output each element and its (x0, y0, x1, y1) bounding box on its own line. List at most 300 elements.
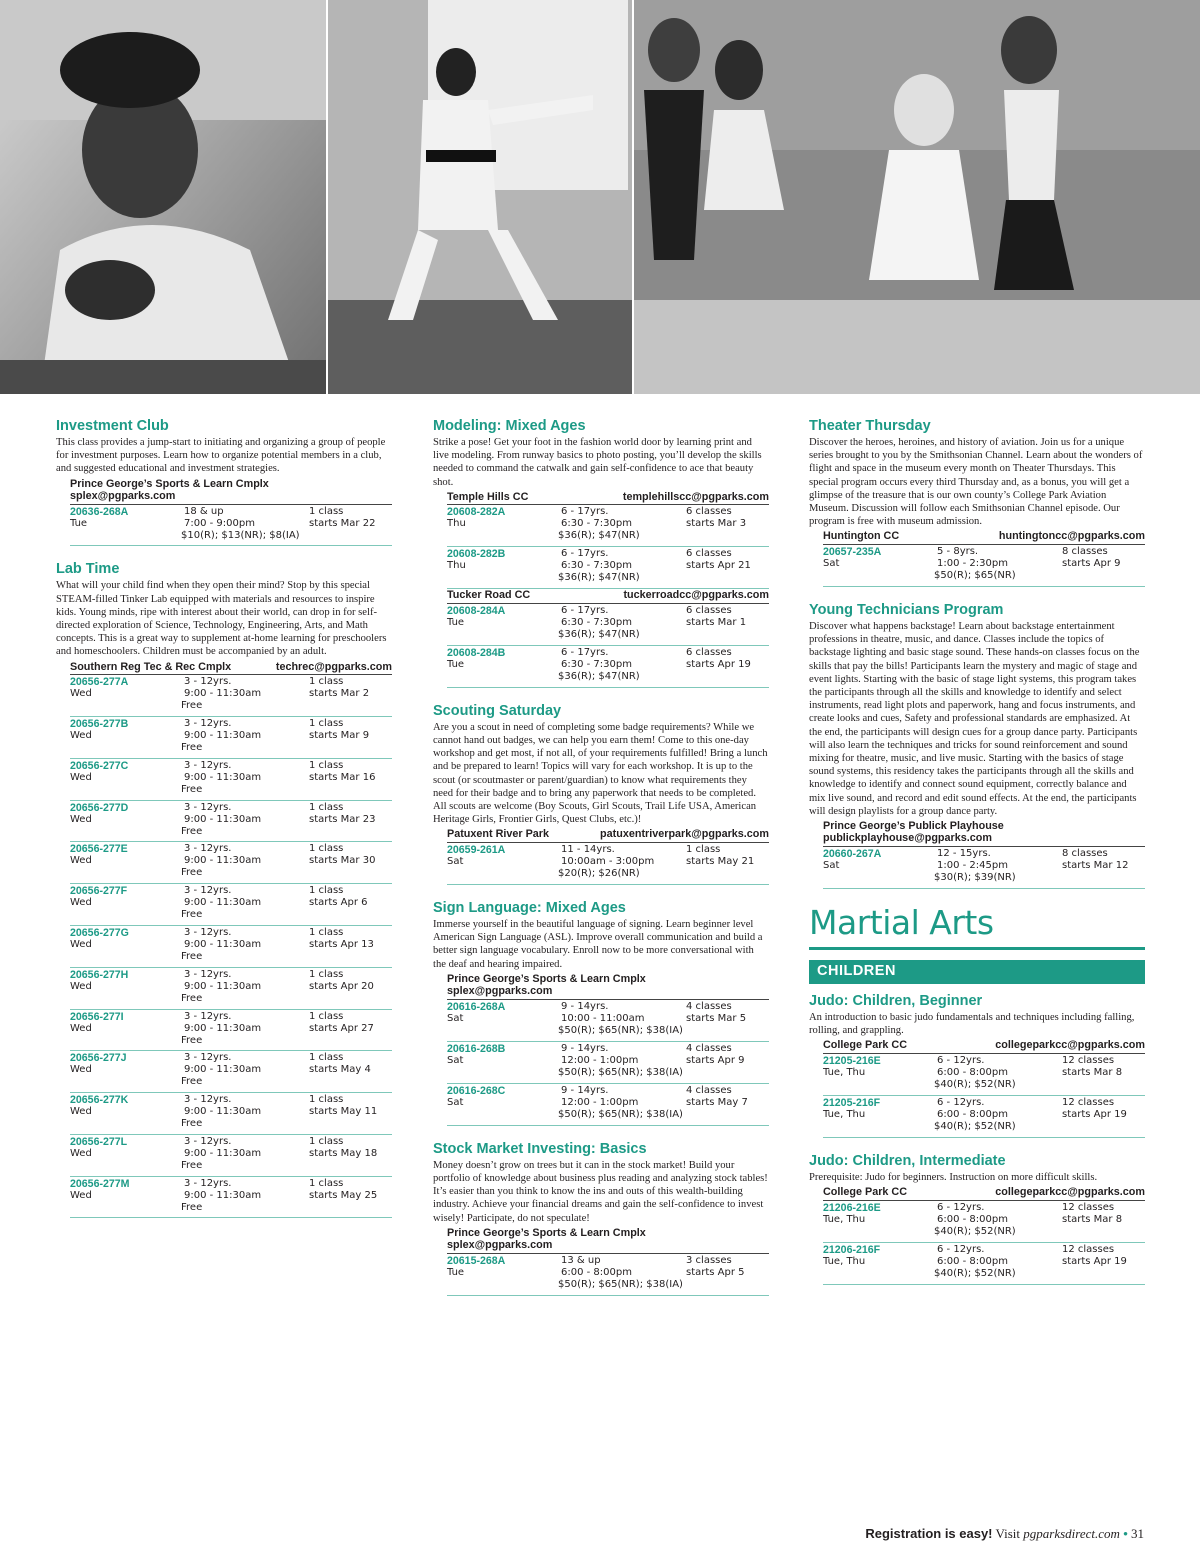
section-fee: Free (181, 700, 203, 712)
section-day: Wed (70, 980, 92, 992)
section-row (823, 1054, 1145, 1096)
section-fee: Free (181, 783, 203, 795)
site-name: Tucker Road CC (447, 589, 531, 602)
section-classes: 1 class (686, 843, 721, 855)
section-time: 6:30 - 7:30pm (561, 616, 632, 628)
section-code: 20608-282A (447, 506, 506, 519)
section-fee: Free (181, 1159, 203, 1171)
section-age: 6 - 17yrs. (561, 646, 609, 658)
site-block (823, 1186, 1145, 1285)
section-day: Wed (70, 1189, 92, 1201)
section-day: Sat (447, 1012, 464, 1024)
teen-electronics-photo (0, 0, 326, 394)
section-age: 3 - 12yrs. (184, 1135, 232, 1147)
heading-rule (809, 947, 1145, 950)
site-header (447, 589, 769, 604)
section-start: starts May 4 (309, 1064, 371, 1076)
section-fee: Free (181, 825, 203, 837)
section-code: 20656-277C (70, 759, 129, 772)
section-age: 3 - 12yrs. (184, 885, 232, 897)
section-row (70, 759, 392, 801)
section-fee: $50(R); $65(NR); $38(IA) (558, 1024, 683, 1036)
section-code: 20608-284A (447, 604, 506, 617)
section-start: starts Apr 9 (686, 1054, 745, 1066)
site-block (823, 530, 1145, 587)
site-header (70, 661, 392, 676)
site-header (447, 491, 769, 506)
site-email[interactable]: splex@pgparks.com (447, 1239, 553, 1252)
program-investment-club (56, 417, 392, 546)
section-day: Sat (447, 1096, 464, 1108)
section-fee: $40(R); $52(NR) (934, 1225, 1016, 1237)
program-scouting-saturday (433, 702, 769, 885)
registration-text: Registration is easy! (865, 1526, 993, 1541)
section-time: 10:00am - 3:00pm (561, 855, 655, 867)
section-time: 9:00 - 11:30am (184, 729, 262, 741)
site-link[interactable]: pgparksdirect.com (1023, 1526, 1120, 1541)
program-judo-intermediate (809, 1152, 1145, 1285)
section-code: 20615-268A (447, 1254, 506, 1267)
program-title: Scouting Saturday (433, 702, 562, 719)
section-start: starts Mar 16 (309, 771, 376, 783)
section-classes: 4 classes (686, 1084, 732, 1096)
section-fee: Free (181, 950, 203, 962)
section-fee: $10(R); $13(NR); $8(IA) (181, 529, 300, 541)
program-title: Investment Club (56, 418, 169, 434)
section-fee: $40(R); $52(NR) (934, 1120, 1016, 1132)
section-age: 6 - 12yrs. (937, 1096, 985, 1108)
section-classes: 1 class (309, 717, 344, 729)
section-day: Sat (447, 855, 464, 867)
program-description: Discover what happens backstage! Learn about backstage entertainment professions in theatre, music, and dance. Classes include the topics of backstage lighting and basic stage sound. These hands-on classes focus on the skills that pay the bills! Participants learn the mystery and magic of stage and event lights. Starting with the basic of stage light systems, this program takes the participants through all the skills and knowledge to identify and select instruments, read light plots and paperwork, hang and focus instruments, and create looks and cues, Safety and professional standards are emphasized. At the end, the participants will design cues for a group dance party. Participants will also learn the techniques and tricks for sound reinforcement and sound mixing for theatre, music, and live music. Starting with the basics of stage sound systems, this residency takes the participants through all the skills and knowledge to identify and connect sound equipment, correctly balance and mix live sound, and record and edit sound effects. At the end, the participants will design playlists for a group dance party. (809, 620, 1140, 817)
section-age: 3 - 12yrs. (184, 1052, 232, 1064)
section-code: 20616-268A (447, 1000, 506, 1013)
section-classes: 1 class (309, 505, 344, 517)
section-age: 3 - 12yrs. (184, 676, 232, 688)
section-row (70, 1177, 392, 1219)
section-day: Wed (70, 729, 92, 741)
section-classes: 1 class (309, 1094, 344, 1106)
section-age: 11 - 14yrs. (561, 843, 615, 855)
section-fee: $40(R); $52(NR) (934, 1078, 1016, 1090)
section-time: 6:00 - 8:00pm (937, 1213, 1008, 1225)
section-row (447, 1042, 769, 1084)
section-day: Tue, Thu (823, 1255, 866, 1267)
section-start: starts Apr 19 (1062, 1255, 1127, 1267)
section-classes: 8 classes (1062, 847, 1108, 859)
section-age: 3 - 12yrs. (184, 1177, 232, 1189)
martial-arts-heading: Martial Arts (809, 902, 994, 942)
site-header (823, 530, 1145, 545)
section-code: 20656-277K (70, 1094, 129, 1107)
section-classes: 1 class (309, 1177, 344, 1189)
section-classes: 1 class (309, 1052, 344, 1064)
section-time: 9:00 - 11:30am (184, 1022, 262, 1034)
section-row (447, 505, 769, 547)
section-classes: 6 classes (686, 646, 732, 658)
section-code: 20656-277D (70, 801, 129, 814)
section-day: Wed (70, 1147, 92, 1159)
section-day: Tue, Thu (823, 1108, 866, 1120)
program-description: An introduction to basic judo fundamentals and techniques including falling, rolling, and grappling. (809, 1011, 1135, 1037)
section-row (447, 843, 769, 885)
program-young-technicians (809, 601, 1145, 889)
section-day: Thu (447, 518, 466, 530)
section-row (823, 1243, 1145, 1285)
site-block (70, 661, 392, 1219)
section-time: 6:30 - 7:30pm (561, 658, 632, 670)
section-start: starts Mar 22 (309, 517, 376, 529)
section-day: Tue (70, 517, 88, 529)
program-title: Theater Thursday (809, 418, 931, 434)
site-email[interactable]: techrec@pgparks.com (275, 660, 392, 673)
section-start: starts Mar 8 (1062, 1066, 1123, 1078)
site-name: Prince George’s Publick Playhouse (823, 819, 1004, 832)
section-classes: 12 classes (1062, 1201, 1115, 1213)
section-fee: Free (181, 1034, 203, 1046)
section-start: starts Apr 21 (686, 560, 751, 572)
column-3 (809, 414, 1145, 1299)
section-row (823, 847, 1145, 889)
site-name: Prince George’s Sports & Learn Cmplx (70, 477, 269, 490)
section-fee: $50(R); $65(NR); $38(IA) (558, 1108, 683, 1120)
section-time: 6:30 - 7:30pm (561, 560, 632, 572)
section-row (70, 884, 392, 926)
section-fee: Free (181, 909, 203, 921)
program-title: Sign Language: Mixed Ages (433, 899, 626, 916)
section-age: 9 - 14yrs. (561, 1042, 609, 1054)
section-time: 9:00 - 11:30am (184, 771, 262, 783)
section-fee: $36(R); $47(NR) (558, 628, 640, 640)
program-description: Discover the heroes, heroines, and history of aviation. Join us for a unique series brought to you by the Smithsonian Channel. Learn about the wonders of flight and space in the museum every month on Theater Thursdays. This special program occurs every third Thursday and, as a bonus, you will get a glimpse of the treasure that is our own county’s College Park Aviation Museum. Discussion will follow each Smithsonian Channel episode. Our program is free with museum admission. (809, 437, 1143, 528)
section-age: 9 - 14yrs. (561, 1084, 609, 1096)
section-start: starts Mar 9 (309, 729, 370, 741)
site-email[interactable]: publickplayhouse@pgparks.com (823, 832, 992, 845)
karate-photo (328, 0, 632, 394)
site-header (823, 1186, 1145, 1201)
section-classes: 8 classes (1062, 545, 1108, 557)
section-day: Wed (70, 813, 92, 825)
section-code: 20616-268C (447, 1084, 506, 1097)
section-age: 3 - 12yrs. (184, 1010, 232, 1022)
section-start: starts Apr 20 (309, 980, 374, 992)
section-start: starts Apr 19 (1062, 1108, 1127, 1120)
photo-strip (0, 0, 1200, 394)
section-row (447, 604, 769, 646)
program-title: Judo: Children, Intermediate (809, 1152, 1006, 1169)
site-name: Patuxent River Park (447, 828, 550, 841)
section-fee: Free (181, 1201, 203, 1213)
section-fee: $50(R); $65(NR) (934, 569, 1016, 581)
section-code: 20656-277J (70, 1052, 127, 1065)
section-row (70, 717, 392, 759)
section-day: Wed (70, 1022, 92, 1034)
site-name: College Park CC (823, 1186, 908, 1199)
section-day: Sat (447, 1054, 464, 1066)
section-day: Wed (70, 1064, 92, 1076)
section-row (447, 1000, 769, 1042)
section-time: 9:00 - 11:30am (184, 855, 262, 867)
section-classes: 3 classes (686, 1254, 732, 1266)
section-classes: 1 class (309, 968, 344, 980)
site-header (447, 973, 769, 1000)
section-classes: 1 class (309, 759, 344, 771)
section-start: starts Apr 6 (309, 897, 368, 909)
section-time: 1:00 - 2:45pm (937, 859, 1008, 871)
section-classes: 12 classes (1062, 1054, 1115, 1066)
section-day: Wed (70, 771, 92, 783)
section-row (70, 801, 392, 843)
site-email[interactable]: splex@pgparks.com (70, 490, 176, 503)
program-description: Are you a scout in need of completing some badge requirements? While we cannot hand out badges, we can help you earn them! Come to this one-day workshop and get most, if not all, of your requirements fulfilled! Bring a lunch and be prepared to learn! Topics will vary for each workshop. It is up to the scout (or scoutmaster or parent/guardian) to know what requirements they need for their badge and to bring any paperwork that needs to be completed. All scouts are welcome (Boy Scouts, Girl Scouts, Trail Life USA, American Heritage Girls, Frontier Girls, Quest Clubs, etc.)! (433, 721, 768, 826)
program-theater-thursday (809, 417, 1145, 587)
section-classes: 6 classes (686, 604, 732, 616)
section-day: Wed (70, 897, 92, 909)
section-classes: 1 class (309, 1135, 344, 1147)
section-time: 6:00 - 8:00pm (561, 1266, 632, 1278)
section-code: 20659-261A (447, 843, 506, 856)
section-classes: 4 classes (686, 1042, 732, 1054)
section-code: 20656-277B (70, 717, 129, 730)
section-code: 20656-277F (70, 885, 128, 898)
section-classes: 12 classes (1062, 1096, 1115, 1108)
section-start: starts May 11 (309, 1106, 378, 1118)
site-header (447, 1227, 769, 1254)
site-header (823, 1039, 1145, 1054)
site-email[interactable]: tuckerroadcc@pgparks.com (623, 589, 769, 602)
section-row (70, 1051, 392, 1093)
site-name: Southern Reg Tec & Rec Cmplx (70, 660, 232, 673)
section-start: starts Apr 13 (309, 938, 374, 950)
section-classes: 1 class (309, 676, 344, 688)
section-start: starts Mar 3 (686, 518, 747, 530)
site-email[interactable]: collegeparkcc@pgparks.com (995, 1186, 1145, 1199)
section-classes: 1 class (309, 801, 344, 813)
site-block (70, 478, 392, 547)
section-age: 6 - 12yrs. (937, 1243, 985, 1255)
section-row (447, 547, 769, 589)
program-title: Modeling: Mixed Ages (433, 418, 586, 434)
section-row (70, 968, 392, 1010)
section-fee: $30(R); $39(NR) (934, 871, 1016, 883)
section-fee: $50(R); $65(NR); $38(IA) (558, 1066, 683, 1078)
section-time: 6:00 - 8:00pm (937, 1066, 1008, 1078)
section-start: starts Apr 9 (1062, 557, 1121, 569)
section-fee: Free (181, 741, 203, 753)
section-code: 20636-268A (70, 505, 129, 518)
site-email[interactable]: templehillscc@pgparks.com (622, 490, 769, 503)
section-start: starts Apr 19 (686, 658, 751, 670)
program-judo-beginner (809, 992, 1145, 1138)
section-classes: 6 classes (686, 548, 732, 560)
section-start: starts Mar 23 (309, 813, 376, 825)
section-classes: 1 class (309, 1010, 344, 1022)
section-fee: Free (181, 1118, 203, 1130)
section-code: 20657-235A (823, 545, 882, 558)
section-row (447, 1254, 769, 1296)
kids-dance-photo (634, 0, 1200, 394)
section-age: 6 - 17yrs. (561, 506, 609, 518)
section-code: 21206-216F (823, 1243, 881, 1256)
section-age: 3 - 12yrs. (184, 926, 232, 938)
section-classes: 6 classes (686, 506, 732, 518)
section-start: starts May 21 (686, 855, 755, 867)
section-age: 3 - 12yrs. (184, 759, 232, 771)
section-age: 3 - 12yrs. (184, 968, 232, 980)
section-time: 9:00 - 11:30am (184, 1106, 262, 1118)
section-time: 9:00 - 11:30am (184, 938, 262, 950)
section-age: 3 - 12yrs. (184, 843, 232, 855)
section-time: 7:00 - 9:00pm (184, 517, 255, 529)
section-code: 20656-277G (70, 926, 129, 939)
section-day: Tue (447, 658, 465, 670)
section-code: 21205-216F (823, 1096, 881, 1109)
site-email[interactable]: splex@pgparks.com (447, 985, 553, 998)
section-age: 6 - 12yrs. (937, 1201, 985, 1213)
section-classes: 1 class (309, 843, 344, 855)
section-code: 20656-277A (70, 676, 129, 689)
separator-dot: • (1123, 1526, 1128, 1541)
section-age: 18 & up (184, 505, 224, 517)
section-start: starts Mar 8 (1062, 1213, 1123, 1225)
section-day: Sat (823, 859, 840, 871)
section-fee: Free (181, 867, 203, 879)
section-start: starts May 18 (309, 1147, 378, 1159)
section-time: 6:30 - 7:30pm (561, 518, 632, 530)
section-age: 3 - 12yrs. (184, 717, 232, 729)
section-row (447, 1084, 769, 1126)
section-row (70, 675, 392, 717)
section-time: 9:00 - 11:30am (184, 1147, 262, 1159)
section-classes: 1 class (309, 885, 344, 897)
section-fee: $40(R); $52(NR) (934, 1267, 1016, 1279)
section-fee: Free (181, 992, 203, 1004)
section-age: 9 - 14yrs. (561, 1000, 609, 1012)
program-stock-market (433, 1140, 769, 1296)
section-row (70, 1135, 392, 1177)
site-block (823, 820, 1145, 889)
section-day: Thu (447, 560, 466, 572)
program-description: Strike a pose! Get your foot in the fashion world door by learning print and live modeling. From runway basics to photo posting, you’ll develop the skills needed to command the catwalk and gain self-confidence to ace that beauty shot. (433, 437, 762, 488)
section-age: 3 - 12yrs. (184, 801, 232, 813)
section-start: starts May 25 (309, 1189, 378, 1201)
section-classes: 1 class (309, 926, 344, 938)
page-footer (865, 1526, 1144, 1542)
section-code: 20608-282B (447, 548, 506, 561)
section-fee: Free (181, 1076, 203, 1088)
section-code: 20616-268B (447, 1042, 506, 1055)
section-age: 3 - 12yrs. (184, 1094, 232, 1106)
program-title: Young Technicians Program (809, 601, 1004, 618)
section-fee: $36(R); $47(NR) (558, 530, 640, 542)
section-classes: 4 classes (686, 1000, 732, 1012)
section-row (70, 1093, 392, 1135)
section-row (70, 505, 392, 547)
section-day: Wed (70, 938, 92, 950)
section-fee: $36(R); $47(NR) (558, 572, 640, 584)
page-number: 31 (1131, 1526, 1144, 1541)
section-code: 20660-267A (823, 847, 882, 860)
program-title: Lab Time (56, 561, 120, 578)
site-email[interactable]: huntingtoncc@pgparks.com (998, 530, 1145, 543)
program-description: What will your child find when they open their mind? Stop by this special STEAM-filled Tinker Lab equipped with materials and resources to inspire kids. Young minds, ripe with interest about their world, can drop in for self-directed exploration of Science, Technology, Engineering, Arts, and Math concepts. This is a great way to supplement at-home learning for preschoolers and homeschoolers. Children must be accompanied by an adult. (56, 580, 387, 658)
section-code: 20656-277E (70, 843, 128, 856)
program-description: Prerequisite: Judo for beginners. Instruction on more difficult skills. (809, 1171, 1098, 1183)
section-code: 21205-216E (823, 1054, 881, 1067)
section-start: starts Apr 27 (309, 1022, 374, 1034)
site-name: Prince George’s Sports & Learn Cmplx (447, 972, 646, 985)
site-block (823, 1039, 1145, 1138)
program-lab-time (56, 560, 392, 1218)
section-start: starts Mar 5 (686, 1012, 747, 1024)
column-1 (56, 414, 392, 1232)
site-block (447, 1227, 769, 1296)
section-age: 6 - 17yrs. (561, 604, 609, 616)
column-2 (433, 414, 769, 1310)
section-row (70, 842, 392, 884)
site-email[interactable]: collegeparkcc@pgparks.com (995, 1039, 1145, 1052)
section-row (823, 1096, 1145, 1138)
section-time: 12:00 - 1:00pm (561, 1096, 639, 1108)
section-row (447, 646, 769, 688)
section-time: 9:00 - 11:30am (184, 1064, 262, 1076)
site-header (823, 820, 1145, 847)
section-fee: $36(R); $47(NR) (558, 670, 640, 682)
section-time: 9:00 - 11:30am (184, 813, 262, 825)
section-start: starts Mar 12 (1062, 859, 1129, 871)
section-time: 9:00 - 11:30am (184, 980, 262, 992)
section-age: 13 & up (561, 1254, 601, 1266)
section-row (823, 545, 1145, 587)
section-day: Tue (447, 616, 465, 628)
section-fee: $50(R); $65(NR); $38(IA) (558, 1278, 683, 1290)
section-row (823, 1201, 1145, 1243)
program-description: Money doesn’t grow on trees but it can in the stock market! Build your portfolio of knowledge about business plus reading and analyzing stock tables! It’s easier than you think to know the ins and outs of this wealth-building industry. Achieve your financial dreams and gain the self-confidence to invest wisely! Participate, do not speculate! (433, 1159, 768, 1224)
site-header (447, 828, 769, 843)
section-age: 6 - 17yrs. (561, 548, 609, 560)
site-header (70, 478, 392, 505)
section-day: Wed (70, 1106, 92, 1118)
section-age: 12 - 15yrs. (937, 847, 991, 859)
site-email[interactable]: patuxentriverpark@pgparks.com (600, 828, 769, 841)
section-time: 9:00 - 11:30am (184, 1189, 262, 1201)
section-start: starts May 7 (686, 1096, 748, 1108)
section-row (70, 1010, 392, 1052)
program-sign-language (433, 899, 769, 1126)
section-time: 12:00 - 1:00pm (561, 1054, 639, 1066)
section-day: Wed (70, 855, 92, 867)
site-block (447, 491, 769, 688)
section-start: starts Mar 1 (686, 616, 747, 628)
section-start: starts Apr 5 (686, 1266, 745, 1278)
site-name: Huntington CC (823, 530, 900, 543)
children-banner: CHILDREN (809, 960, 1145, 984)
section-code: 21206-216E (823, 1201, 881, 1214)
section-day: Wed (70, 688, 92, 700)
section-day: Tue, Thu (823, 1213, 866, 1225)
section-code: 20608-284B (447, 646, 506, 659)
site-block (447, 973, 769, 1126)
section-row (70, 926, 392, 968)
section-age: 5 - 8yrs. (937, 545, 979, 557)
section-start: starts Mar 30 (309, 855, 376, 867)
section-fee: $20(R); $26(NR) (558, 867, 640, 879)
section-day: Tue, Thu (823, 1066, 866, 1078)
section-code: 20656-277H (70, 968, 129, 981)
program-description: This class provides a jump-start to initiating and organizing a group of people for investment purposes. Learn how to organize potential members in a club, and suggested educational and investment strategies. (56, 437, 386, 475)
program-modeling (433, 417, 769, 688)
site-name: Temple Hills CC (447, 490, 529, 503)
